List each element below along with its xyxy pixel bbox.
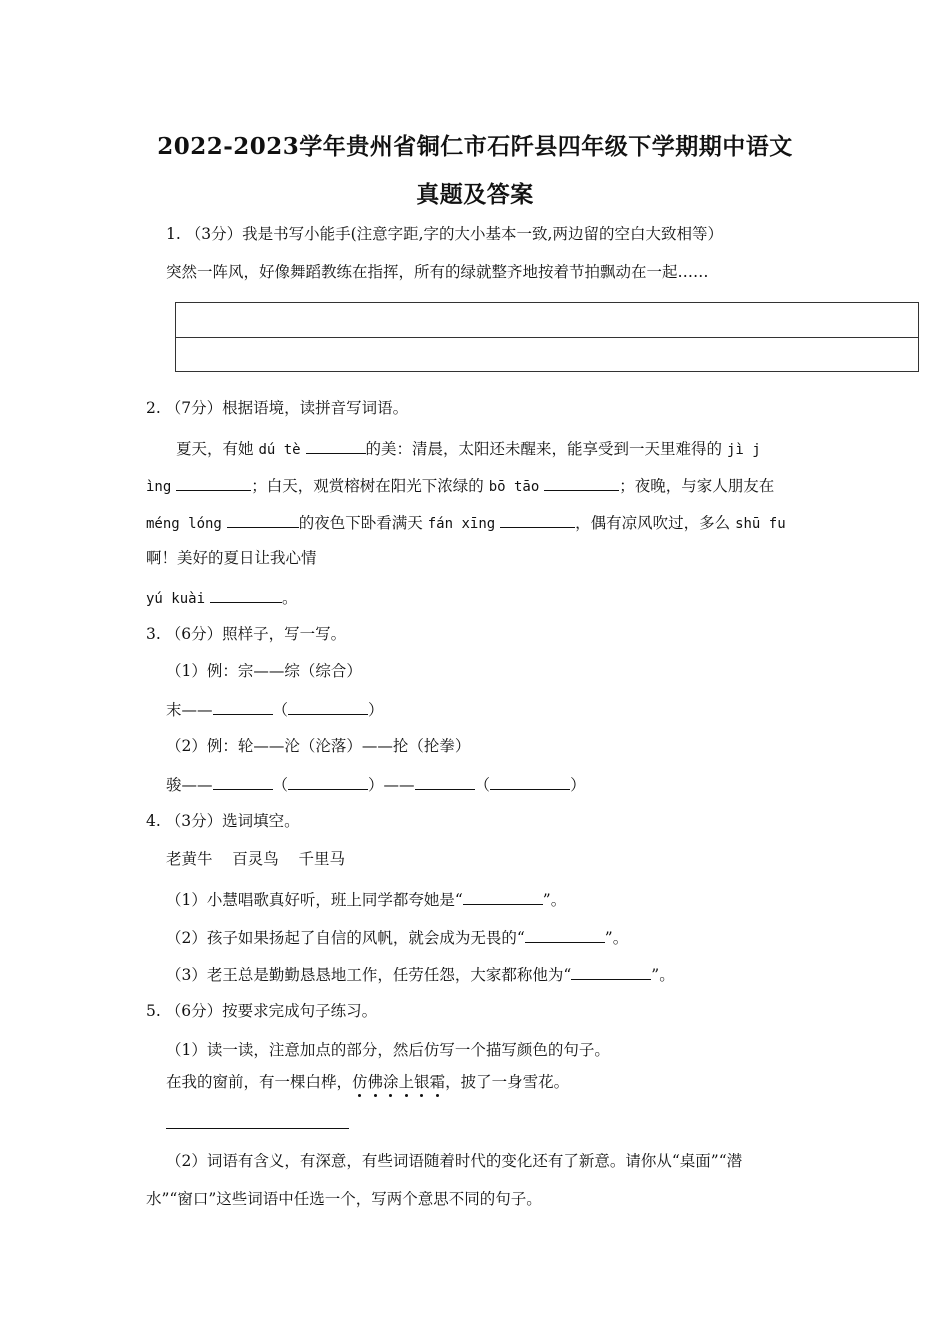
- q2-line-5: [146, 586, 297, 609]
- q2-blank-menglong[interactable]: [227, 511, 299, 528]
- q5-dotted-char: 涂: [383, 1073, 399, 1091]
- q2-text: ；夜晚，与家人朋友在: [619, 477, 775, 495]
- q4-text: ”。: [542, 891, 567, 909]
- q3-paren: （: [474, 776, 491, 794]
- q2-prompt: 2. （7分）根据语境，读拼音写词语。: [146, 399, 409, 417]
- page-title-line-2: 真题及答案: [416, 181, 534, 208]
- q2-line-1: [176, 437, 761, 460]
- q4-blank-3[interactable]: [571, 963, 651, 980]
- q4-word-3: 千里马: [298, 850, 345, 868]
- q4-text: ”。: [651, 966, 675, 984]
- q3-paren: （: [272, 776, 289, 794]
- q4-text: ”。: [604, 929, 629, 947]
- q5-sub-1: （1）读一读，注意加点的部分，然后仿写一个描写颜色的句子。: [166, 1041, 610, 1059]
- q4-text: （2）孩子如果扬起了自信的风帆，就会成为无畏的“: [166, 929, 525, 947]
- q5-answer-line[interactable]: [166, 1128, 349, 1129]
- q3-prompt: 3. （6分）照样子，写一写。: [146, 625, 347, 643]
- q3-blank-char-2a[interactable]: [213, 773, 273, 790]
- q2-blank-dute[interactable]: [306, 437, 366, 454]
- q4-blank-1[interactable]: [463, 888, 543, 905]
- q2-pinyin-botao: bō tāo: [488, 479, 540, 495]
- q5-sub-2-line-1: （2）词语有含义，有深意，有些词语随着时代的变化还有了新意。请你从“桌面”“潜: [166, 1152, 743, 1170]
- q2-text: 夏天，有她: [176, 440, 254, 458]
- q5-dotted-char: 仿: [352, 1073, 368, 1091]
- q2-text: 的美：清晨，太阳还未醒来，能享受到一天里难得的: [365, 440, 723, 458]
- q4-sentence-2: [166, 926, 628, 948]
- page-title-line-1: 2022-2023学年贵州省铜仁市石阡县四年级下学期期中语文: [157, 133, 793, 160]
- q3-paren: ）: [570, 776, 586, 794]
- q1-writing-box-divider: [176, 337, 918, 338]
- q3-example-1: （1）例：宗——综（综合）: [166, 662, 362, 680]
- q3-char: 末——: [166, 701, 213, 719]
- q3-blank-char-2b[interactable]: [415, 773, 475, 790]
- q2-blank-yukuai[interactable]: [210, 586, 282, 603]
- q4-text: （1）小慧唱歌真好听，班上同学都夸她是“: [166, 891, 463, 909]
- q4-blank-2[interactable]: [525, 926, 605, 943]
- q3-paren: （: [272, 701, 289, 719]
- q2-pinyin-jijing-b: ìng: [146, 479, 172, 495]
- q5-example-sentence: [166, 1072, 569, 1092]
- q2-line-2: [146, 474, 774, 497]
- q5-text: ，披了一身雪花。: [445, 1073, 570, 1091]
- q5-dotted-char: 上: [398, 1073, 415, 1091]
- q2-blank-botao[interactable]: [544, 474, 619, 491]
- q2-text: ；白天，观赏榕树在阳光下浓绿的: [251, 477, 484, 495]
- q2-line-3: [146, 511, 786, 534]
- q2-text: ，偶有凉风吹过，多么: [575, 514, 731, 532]
- q2-text: 。: [281, 589, 298, 607]
- q2-line-4: 啊！美好的夏日让我心情: [146, 549, 317, 567]
- q3-blank-word-2b[interactable]: [490, 773, 570, 790]
- q3-blank-word-1[interactable]: [288, 698, 368, 715]
- q2-pinyin-shufu: shū fu: [735, 516, 786, 532]
- q5-dotted-char: 霜: [429, 1073, 446, 1091]
- q2-pinyin-menglong: méng lóng: [146, 516, 222, 532]
- q3-char: 骏——: [166, 776, 213, 794]
- q5-dotted-char: 佛: [367, 1073, 384, 1091]
- q3-blank-char-1[interactable]: [213, 698, 273, 715]
- q1-copy-text: 突然一阵风，好像舞蹈教练在指挥，所有的绿就整齐地按着节拍飘动在一起……: [166, 263, 709, 281]
- q3-answer-1: [166, 698, 384, 720]
- q2-blank-fanxing[interactable]: [500, 511, 575, 528]
- q5-dotted-char: 银: [414, 1073, 430, 1091]
- q3-blank-word-2a[interactable]: [288, 773, 368, 790]
- q3-answer-2: [166, 773, 586, 795]
- q2-text: 的夜色下卧看满天: [298, 514, 423, 532]
- q3-example-2: （2）例：轮——沦（沦落）——抡（抡拳）: [166, 737, 471, 755]
- q4-word-1: 老黄牛: [166, 850, 213, 868]
- q4-prompt: 4. （3分）选词填空。: [146, 812, 300, 830]
- q4-sentence-3: [166, 963, 675, 985]
- q2-pinyin-yukuai: yú kuài: [146, 591, 206, 607]
- q4-sentence-1: [166, 888, 566, 910]
- q4-text: （3）老王总是勤勤恳恳地工作，任劳任怨，大家都称他为“: [166, 966, 572, 984]
- q1-prompt: 1. （3分）我是书写小能手(注意字距,字的大小基本一致,两边留的空白大致相等）: [166, 225, 723, 243]
- q5-sub-2-line-2: 水”“窗口”这些词语中任选一个，写两个意思不同的句子。: [146, 1190, 542, 1208]
- q2-pinyin-dute: dú tè: [258, 442, 301, 458]
- q4-word-2: 百灵鸟: [232, 850, 279, 868]
- q3-paren: ）: [368, 701, 384, 719]
- q5-text: 在我的窗前，有一棵白桦，: [166, 1073, 353, 1091]
- q4-word-bank: [166, 849, 345, 869]
- q2-pinyin-jijing-a: jì j: [727, 442, 761, 458]
- q1-writing-box[interactable]: [175, 302, 919, 372]
- q3-paren: ）: [368, 776, 384, 794]
- q2-blank-jijing[interactable]: [176, 474, 251, 491]
- q3-dash: ——: [383, 776, 415, 794]
- q5-prompt: 5. （6分）按要求完成句子练习。: [146, 1002, 378, 1020]
- q2-pinyin-fanxing: fán xīng: [427, 516, 496, 532]
